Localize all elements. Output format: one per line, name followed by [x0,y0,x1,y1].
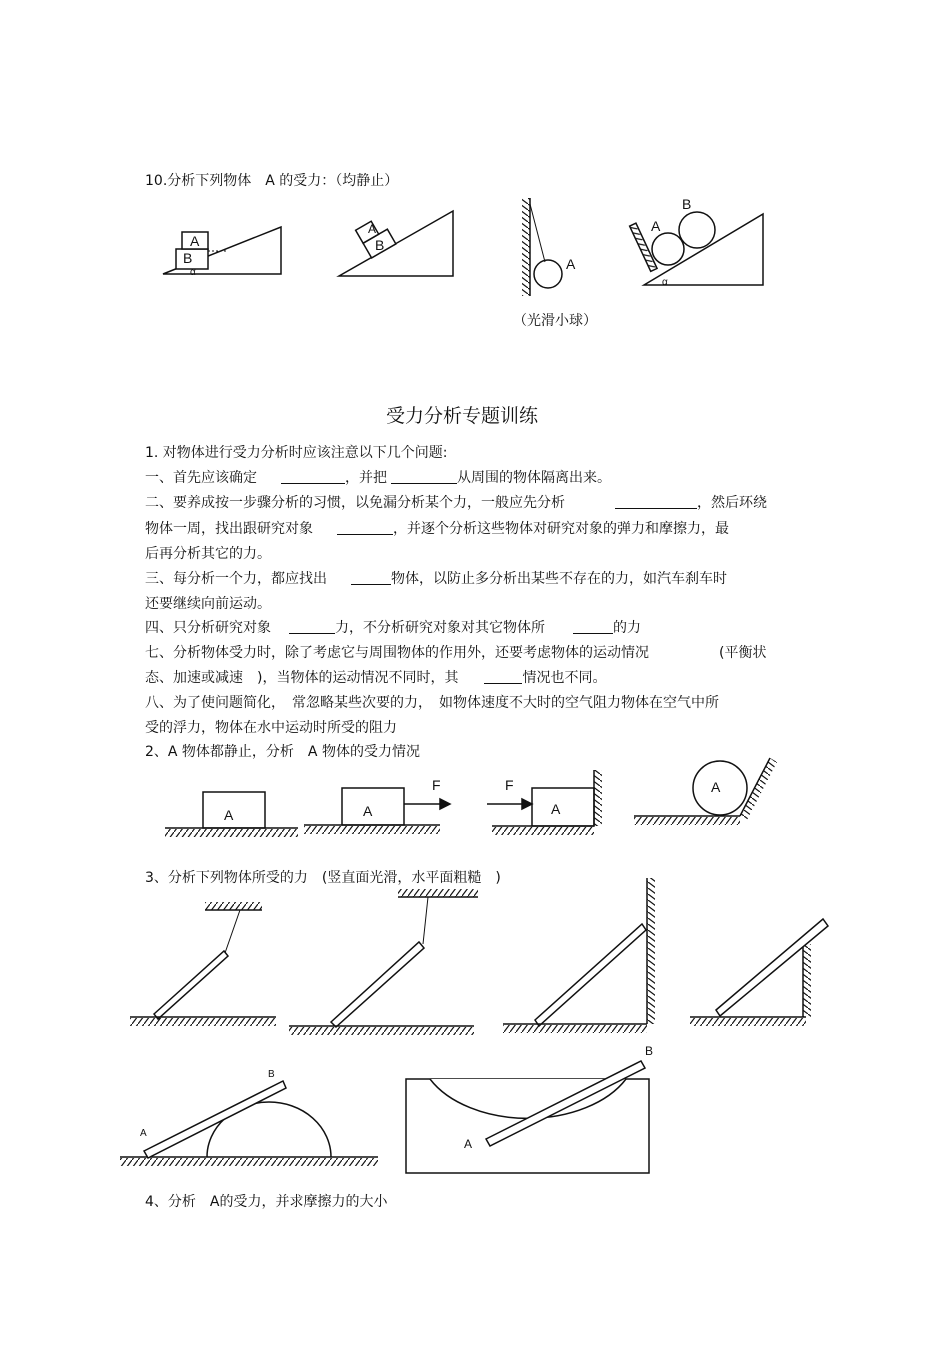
q3-fig3-rod-against-wall [503,878,655,1033]
q10-fig4-label-alpha: α [662,277,668,288]
q1-blank-force-source[interactable] [351,570,391,585]
q1-item2-text-c: 物体一周，找出跟研究对象 [145,521,313,537]
q1-blank-isolate-object[interactable] [391,469,457,484]
q1-item3-text-a: 三、每分析一个力，都应找出 [145,571,327,587]
q3-fig5-rod-on-semicircle [120,1081,378,1166]
q1-item8-line1: 八、为了使问题简化， 常忽略某些次要的力， 如物体速度不大时的空气阻力物体在空气中所 [145,695,719,711]
q3-fig6-rod-in-bowl [406,1061,649,1173]
q10-fig3-caption: （光滑小球） [513,312,597,328]
q1-item2-line1 [145,494,767,512]
q3-prompt: 3、分析下列物体所受的力 (竖直面光滑，水平面粗糙 ) [145,870,501,886]
q2-fig1-label-a: A [224,807,234,823]
q10-fig4-label-b: B [682,196,692,212]
q1-item2-line2 [145,520,729,538]
q1-item4 [145,619,641,637]
q10-fig3-label-a: A [566,256,576,272]
q3-fig5-label-a: A [140,1128,147,1139]
q1-item3-text-b: 物体，以防止多分析出某些不存在的力，如汽车刹车时 [391,571,727,587]
q1-item2-text-d: ，并逐个分析这些物体对研究对象的弹力和摩擦力，最 [393,521,729,537]
q1-item4-text-c: 的力 [613,620,641,636]
q1-item7-text-d: 情况也不同。 [522,670,607,686]
q1-intro: 1. 对物体进行受力分析时应该注意以下几个问题: [145,445,448,461]
q1-item1 [145,469,611,487]
q2-fig2-label-f: F [432,777,441,793]
q3-fig1-rod-hung-from-ceiling [130,902,276,1026]
q1-item1-text-a: 一、首先应该确定 [145,470,257,486]
q1-item2-line3: 后再分析其它的力。 [145,546,271,562]
q10-fig3-hanging-ball-wall [522,198,562,296]
section-title: 受力分析专题训练 [386,405,539,427]
q1-item3-line2: 还要继续向前运动。 [145,596,271,612]
q10-fig1-label-b: B [183,250,193,266]
q2-fig2-block-pushed-right [304,788,450,834]
q10-fig2-label-a: A [368,222,377,236]
q10-fig2-label-b: B [375,237,385,253]
q1-item2-text-a: 二、要养成按一步骤分析的习惯，以免漏分析某个力，一般应先分析 [145,495,565,511]
q1-item7-line1 [145,644,766,662]
q1-blank-contact-objects[interactable] [337,520,393,535]
q1-blank-force-situation[interactable] [484,669,522,684]
q10-fig1-label-alpha: α [190,267,196,278]
q4-prompt: 4、分析 A的受力，并求摩擦力的大小 [145,1194,388,1210]
q1-item4-text-b: 力，不分析研究对象对其它物体所 [335,620,545,636]
q2-fig3-label-f: F [505,777,514,793]
q10-fig1-label-a: A [190,233,200,249]
q1-blank-first-analyze[interactable] [615,494,697,509]
q2-fig2-label-a: A [363,803,373,819]
q10-fig4-two-balls-incline [630,212,763,285]
q3-fig5-label-b: B [268,1069,275,1080]
q1-item7-line2 [145,669,606,687]
q1-blank-received-force[interactable] [289,619,335,634]
q3-fig2-rod-hung-from-ceiling [289,889,478,1035]
q10-fig4-label-a: A [651,218,661,234]
q1-blank-research-object[interactable] [281,469,345,484]
q1-item3-line1 [145,570,727,588]
q1-item7-text-b: (平衡状 [719,645,767,661]
q1-item7-text-c: 态、加速或减速 )，当物体的运动情况不同时，其 [145,670,459,686]
q1-item7-text-a: 七、分析物体受力时，除了考虑它与周围物体的作用外，还要考虑物体的运动情况 [145,645,649,661]
q1-item2-text-b: ，然后环绕 [697,495,767,511]
q3-fig6-label-b: B [645,1044,654,1058]
q2-fig4-label-a: A [711,779,721,795]
q2-prompt: 2、A 物体都静止，分析 A 物体的受力情况 [145,744,420,760]
q3-fig6-label-a: A [464,1137,473,1151]
q2-fig4-ball-in-corner [634,758,777,825]
q1-item1-text-c: 从周围的物体隔离出来。 [457,470,611,486]
q1-item1-text-b: ，并把 [345,470,387,486]
q1-blank-applied-force[interactable] [573,619,613,634]
q10-prompt: 10.分析下列物体 A 的受力：（均静止） [145,173,399,189]
q10-fig1-incline-stacked-blocks [163,227,281,274]
q2-fig3-label-a: A [551,801,561,817]
q1-item4-text-a: 四、只分析研究对象 [145,620,271,636]
q3-fig4-rod-on-step [690,919,828,1026]
q10-fig2-incline-tilted-blocks [339,211,453,276]
q1-item8-line2: 受的浮力，物体在水中运动时所受的阻力 [145,720,397,736]
